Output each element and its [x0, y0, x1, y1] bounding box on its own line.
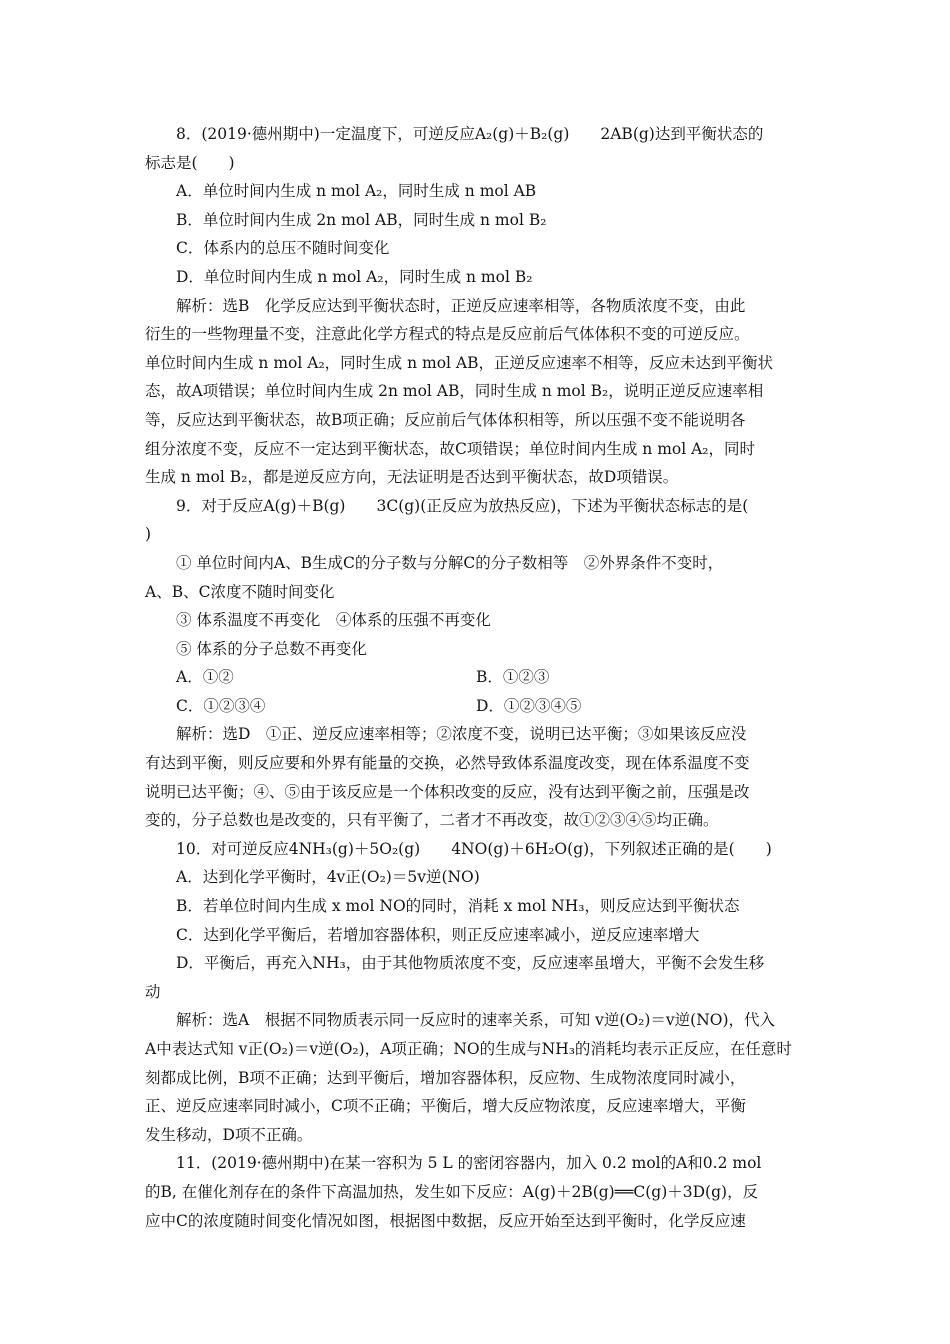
- q11-stem-line: 的B, 在催化剂存在的条件下高温加热，发生如下反应：A(g)＋2B(g)══C(g)＋3D(g)，反: [145, 1182, 759, 1201]
- q9-option-a: A．①②: [176, 668, 234, 687]
- q8-analysis-line: 组分浓度不变，反应不一定达到平衡状态，故C项错误；单位时间内生成 n mol A₂，同时: [145, 439, 756, 458]
- q9-option-c: C．①②③④: [176, 696, 266, 715]
- q10-analysis-line: 解析：选A 根据不同物质表示同一反应时的速率关系，可知 v逆(O₂)＝v逆(NO)，代入: [176, 1011, 776, 1030]
- q9-analysis-line: 有达到平衡，则反应要和外界有能量的交换，必然导致体系温度改变，现在体系温度不变: [145, 754, 750, 773]
- q9-option-d: D．①②③④⑤: [476, 696, 582, 715]
- q10-option-b: B．若单位时间内生成 x mol NO的同时，消耗 x mol NH₃，则反应达到平衡状态: [176, 897, 740, 916]
- q10-option-d-line1: D．平衡后，再充入NH₃，由于其他物质浓度不变，反应速率虽增大，平衡不会发生移: [176, 954, 765, 973]
- q9-options-row1: [145, 663, 810, 692]
- q10-option-d-line2: 动: [145, 982, 161, 1001]
- q8-analysis-line: 态，故A项错误；单位时间内生成 2n mol AB，同时生成 n mol B₂，说明正逆反应速率相: [145, 382, 764, 401]
- q9-item-3-4: ③ 体系温度不再变化 ④体系的压强不再变化: [176, 611, 491, 630]
- q10-analysis-line: A中表达式知 v正(O₂)＝v逆(O₂)，A项正确；NO的生成与NH₃的消耗均表示正反应，在任意时: [145, 1040, 792, 1058]
- q11-stem-line: 11．(2019·德州期中)在某一容积为 5 L 的密闭容器内，加入 0.2 mol的A和0.2 mol: [176, 1154, 762, 1173]
- q10-option-a: A．达到化学平衡时，4v正(O₂)＝5v逆(NO): [176, 868, 480, 887]
- q8-option-d: D．单位时间内生成 n mol A₂，同时生成 n mol B₂: [176, 267, 533, 286]
- q9-stem-line1: 9．对于反应A(g)＋B(g) 3C(g)(正反应为放热反应)，下述为平衡状态标志的是(: [176, 496, 749, 515]
- q9-analysis-line: 变的，分子总数也是改变的，只有平衡了，二者才不再改变，故①②③④⑤均正确。: [145, 811, 719, 830]
- q10-analysis-line: 发生移动，D项不正确。: [145, 1125, 313, 1144]
- q11-stem-line: 应中C的浓度随时间变化情况如图，根据图中数据，反应开始至达到平衡时，化学反应速: [145, 1211, 746, 1230]
- q9-options-row2: [145, 692, 810, 721]
- q10-option-c: C．达到化学平衡后，若增加容器体积，则正反应速率减小，逆反应速率增大: [176, 925, 700, 944]
- document-page: [145, 120, 810, 1235]
- q8-option-c: C．体系内的总压不随时间变化: [176, 239, 390, 258]
- q9-stem-line2: ): [145, 525, 152, 544]
- q10-stem: 10．对可逆反应4NH₃(g)＋5O₂(g) 4NO(g)＋6H₂O(g)，下列叙述正确的是( ): [176, 839, 772, 858]
- q8-analysis-line: 生成 n mol B₂，都是逆反应方向，无法证明是否达到平衡状态，故D项错误。: [145, 468, 679, 487]
- q8-analysis-line: 等，反应达到平衡状态，故B项正确；反应前后气体体积相等，所以压强不变不能说明各: [145, 410, 746, 429]
- q8-analysis-line: 衍生的一些物理量不变，注意此化学方程式的特点是反应前后气体体积不变的可逆反应。: [145, 325, 750, 344]
- q9-item-1-2: ① 单位时间内A、B生成C的分子数与分解C的分子数相等 ②外界条件不变时，: [176, 553, 724, 572]
- q8-stem-line2: 标志是( ): [145, 153, 235, 172]
- q8-analysis-line: 解析：选B 化学反应达到平衡状态时，正逆反应速率相等，各物质浓度不变，由此: [176, 296, 746, 315]
- q8-analysis-line: 单位时间内生成 n mol A₂，同时生成 n mol AB，正逆反应速率不相等，反应未达到平衡状: [145, 353, 773, 372]
- q10-analysis-line: 正、逆反应速率同时减小，C项不正确；平衡后，增大反应物浓度，反应速率增大，平衡: [145, 1097, 746, 1116]
- q8-option-b: B．单位时间内生成 2n mol AB，同时生成 n mol B₂: [176, 210, 547, 229]
- q9-analysis-line: 解析：选D ①正、逆反应速率相等；②浓度不变，说明已达平衡；③如果该反应没: [176, 725, 747, 744]
- q8-stem-line1: 8．(2019·德州期中)一定温度下，可逆反应A₂(g)＋B₂(g) 2AB(g)达到平衡状态的: [176, 125, 764, 143]
- q9-item-5: ⑤ 体系的分子总数不再变化: [176, 639, 367, 658]
- q10-analysis-line: 刻都成比例，B项不正确；达到平衡后，增加容器体积，反应物、生成物浓度同时减小，: [145, 1068, 746, 1087]
- q8-option-a: A．单位时间内生成 n mol A₂，同时生成 n mol AB: [176, 182, 537, 201]
- q9-item-2-cont: A、B、C浓度不随时间变化: [145, 582, 335, 601]
- q9-analysis-line: 说明已达平衡；④、⑤由于该反应是一个体积改变的反应，没有达到平衡之前，压强是改: [145, 782, 750, 801]
- q9-option-b: B．①②③: [476, 668, 550, 687]
